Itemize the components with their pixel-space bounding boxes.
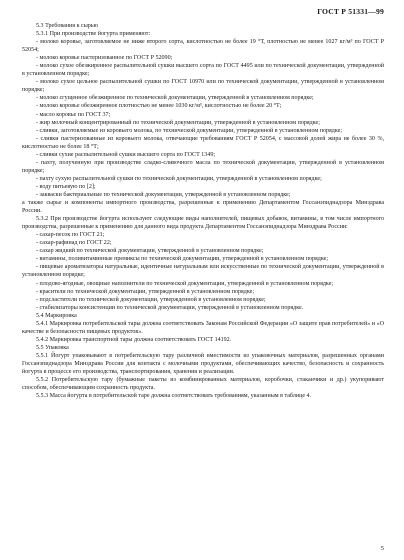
list-item: - молоко сухое обезжиренное распылительной сушки высшего сорта по ГОСТ 4495 или по технической документации, утвержденной в установленном порядке;: [22, 63, 384, 78]
paragraph: 5.5.1 Йогурт упаковывают в потребительскую тару различной вместимости из упаковочных материалов, разрешенных органами Госсанэпиднадзора Минздрава России для контакта с молочными продуктами, обеспечивающих качество, безопасность и сохранность йогурта в процессе его производства, транспортирования, хранения и реализации.: [22, 352, 384, 376]
list-item: - жир молочный концентрированный по технической документации, утвержденной в установленном порядке;: [36, 119, 320, 126]
list-item: - пищевые ароматизаторы натуральные, идентичные натуральным или искусственные по технической документации, утвержденной в установленном порядке;: [22, 264, 384, 279]
list-item: - воду питьевую по [2];: [36, 183, 96, 190]
paragraph: 5.3.1 При производстве йогурта применяют:: [36, 31, 151, 38]
paragraph: 5.3.2 При производстве йогурта используют следующие виды наполнителей, пищевых добавок, витамины, в том числе импортного производства, разрешенные к применению для данного вида продукта Департаментом Госсанэпиднадзора Минздрава России:: [22, 216, 384, 231]
list-item: - сливки сухие распылительной сушки высшего сорта по ГОСТ 1349;: [36, 151, 216, 158]
paragraph: 5.5.2 Потребительскую тару (бумажные пакеты из комбинированных материалов, коробочки, стаканчики и др.) укупоривают способом, обеспечивающим сохранность продукта.: [22, 377, 384, 392]
list-item: - сливки пастеризованные из коровьего молока, отвечающие требованиям ГОСТ Р 52054, с массовой долей жира не более 30 %, кислотностью не более 18 °Т;: [22, 135, 384, 150]
list-item: - красители по технической документации, утвержденной в установленном порядке;: [36, 288, 255, 295]
list-item: - сливки, заготовляемые из коровьего молока, по технической документации, утвержденной в установленном порядке;: [36, 127, 342, 134]
list-item: - молоко коровье, заготовляемое не ниже второго сорта, кислотностью не более 19 °Т, плотностью не менее 1027 кг/м³ по ГОСТ Р 52054;: [22, 39, 384, 54]
list-item: - сахар-песок по ГОСТ 21;: [36, 232, 105, 239]
list-item: - молоко сухое цельное распылительной сушки по ГОСТ 10970 или по технической документации, утвержденной в установленном порядке;: [22, 79, 384, 94]
list-item: - молоко коровье пастеризованное по ГОСТ Р 52090;: [36, 55, 173, 62]
list-item: - плодово-ягодные, овощные наполнители по технической документации, утвержденной в установленном порядке;: [36, 280, 334, 287]
list-item: - сахар-рафинад по ГОСТ 22;: [36, 240, 112, 247]
paragraph: 5.5.3 Масса йогурта в потребительской таре должна соответствовать требованиям, указанным в таблице 4.: [36, 393, 312, 400]
section-heading: 5.5 Упаковка: [36, 344, 69, 351]
list-item: - подсластители по технической документации, утвержденной в установленном порядке;: [36, 296, 266, 303]
standard-id-header: ГОСТ Р 51331—99: [317, 7, 384, 16]
paragraph: 5.4.2 Маркировка транспортной тары должна соответствовать ГОСТ 14192.: [36, 336, 232, 343]
list-item: - пахту сухую распылительной сушки по технической документации, утвержденной в установленном порядке;: [36, 175, 322, 182]
list-item: - стабилизаторы консистенции по технической документации, утвержденной в установленном порядке.: [36, 304, 304, 311]
paragraph: а также сырье и компоненты импортного производства, разрешенные к применению Департаментом Госсанэпиднадзора Минздрава России.: [22, 200, 384, 215]
page-number: 5: [380, 545, 384, 552]
list-item: - сахар жидкий по технической документации, утвержденной в установленном порядке;: [36, 248, 264, 255]
document-body: [22, 22, 384, 400]
list-item: - молоко сгущенное обезжиренное по технической документации, утвержденной в установленном порядке;: [36, 95, 314, 102]
list-item: - молоко коровье обезжиренное плотностью не менее 1030 кг/м³, кислотностью не более 20 °Т;: [36, 103, 282, 110]
list-item: - масло коровье по ГОСТ 37;: [36, 111, 111, 118]
section-heading: 5.4 Маркировка: [36, 312, 77, 319]
section-heading: 5.3 Требования к сырью: [36, 23, 99, 29]
list-item: - закваски бактериальные по технической документации, утвержденной в установленном порядке;: [36, 191, 291, 198]
list-item: - пахту, полученную при производстве сладко-сливочного масла по технической документации, утвержденной в установленном порядке;: [22, 159, 384, 174]
paragraph: 5.4.1 Маркировка потребительской тары должна соответствовать Законам Российской Федерации «О защите прав потребителей» и «О качестве и безопасности пищевых продуктов».: [22, 320, 384, 335]
list-item: - витамины, поливитаминные премиксы по технической документации, утвержденной в установленном порядке;: [36, 256, 329, 263]
